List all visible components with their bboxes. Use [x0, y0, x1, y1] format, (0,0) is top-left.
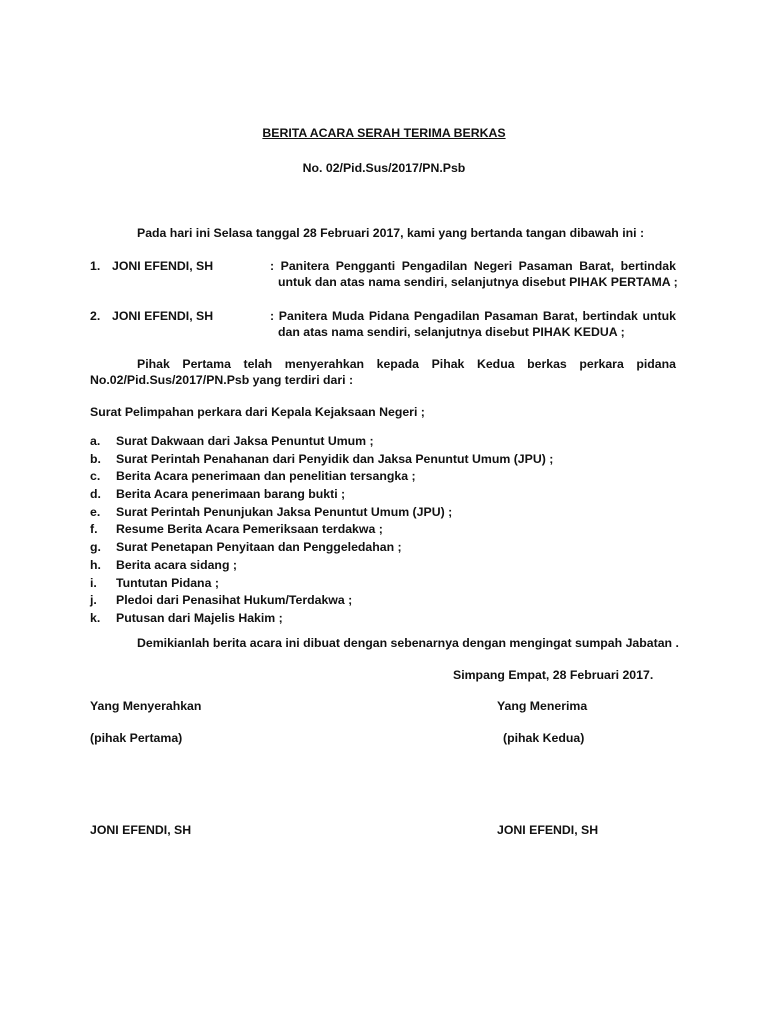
signature-right-role: Yang Menerima — [497, 699, 588, 713]
party-1-name: JONI EFENDI, SH — [112, 259, 214, 273]
list-item-marker: a. — [90, 434, 101, 448]
party-2-description-line2: dan atas nama sendiri, selanjutnya disebut PIHAK KEDUA ; — [278, 325, 625, 339]
list-item-marker: d. — [90, 487, 101, 502]
list-item-marker: i. — [90, 575, 97, 590]
handover-paragraph-line2: No.02/Pid.Sus/2017/PN.Psb yang terdiri dari : — [90, 373, 354, 387]
party-1-number: 1. — [90, 259, 101, 273]
opening-paragraph: Pada hari ini Selasa tanggal 28 Februari 2017, kami yang bertanda tangan dibawah ini : — [137, 226, 645, 240]
list-item — [90, 575, 553, 593]
list-item-text: Pledoi dari Penasihat Hukum/Terdakwa ; — [116, 593, 353, 608]
party-2-description-line1: : Panitera Muda Pidana Pengadilan Pasaman Barat, bertindak untuk — [270, 309, 676, 323]
list-item-marker: f. — [90, 522, 98, 537]
signature-left-role: Yang Menyerahkan — [90, 699, 202, 713]
party-1-description-line1: : Panitera Pengganti Pengadilan Negeri Pasaman Barat, bertindak — [270, 259, 676, 273]
list-item-text: Putusan dari Majelis Hakim ; — [116, 610, 283, 625]
list-item-text: Resume Berita Acara Pemeriksaan terdakwa ; — [116, 522, 383, 537]
document-title: BERITA ACARA SERAH TERIMA BERKAS — [262, 126, 506, 140]
list-item-marker: h. — [90, 557, 101, 572]
list-item-text: Surat Perintah Penahanan dari Penyidik dan Jaksa Penuntut Umum (JPU) ; — [116, 451, 554, 466]
list-item — [90, 521, 553, 539]
list-item — [90, 504, 553, 522]
list-item-marker: b. — [90, 451, 101, 466]
list-item-marker: k. — [90, 610, 101, 625]
list-item — [90, 557, 553, 575]
list-item-text: Surat Perintah Penunjukan Jaksa Penuntut Umum (JPU) ; — [116, 504, 453, 519]
party-2-name: JONI EFENDI, SH — [112, 309, 214, 323]
list-item — [90, 451, 553, 469]
list-item-text: Surat Dakwaan dari Jaksa Penuntut Umum ; — [116, 434, 374, 448]
list-item-text: Berita Acara penerimaan barang bukti ; — [116, 487, 346, 502]
list-item-text: Surat Penetapan Penyitaan dan Penggeledahan ; — [116, 540, 402, 555]
signature-right-name: JONI EFENDI, SH — [497, 823, 599, 837]
list-item-text: Berita Acara penerimaan dan penelitian tersangka ; — [116, 469, 416, 484]
list-item-marker: c. — [90, 469, 101, 484]
document-items-list — [90, 433, 553, 628]
handover-paragraph-line1: Pihak Pertama telah menyerahkan kepada Pihak Kedua berkas perkara pidana — [137, 357, 676, 371]
list-item-text: Berita acara sidang ; — [116, 557, 237, 572]
list-item — [90, 592, 553, 610]
party-1-description-line2: untuk dan atas nama sendiri, selanjutnya disebut PIHAK PERTAMA ; — [278, 275, 678, 289]
place-date: Simpang Empat, 28 Februari 2017. — [453, 668, 654, 682]
list-item — [90, 433, 553, 451]
document-number: No. 02/Pid.Sus/2017/PN.Psb — [302, 161, 466, 175]
closing-statement: Demikianlah berita acara ini dibuat dengan sebenarnya dengan mengingat sumpah Jabatan . — [137, 636, 679, 650]
list-item — [90, 468, 553, 486]
list-intro: Surat Pelimpahan perkara dari Kepala Kejaksaan Negeri ; — [90, 405, 425, 419]
list-item — [90, 539, 553, 557]
list-item-marker: g. — [90, 540, 101, 555]
list-item-text: Tuntutan Pidana ; — [116, 575, 219, 590]
signature-left-name: JONI EFENDI, SH — [90, 823, 192, 837]
signature-right-party: (pihak Kedua) — [503, 731, 585, 745]
list-item-marker: j. — [90, 593, 97, 608]
list-item — [90, 486, 553, 504]
list-item-marker: e. — [90, 504, 101, 519]
signature-left-party: (pihak Pertama) — [90, 731, 183, 745]
party-2-number: 2. — [90, 309, 101, 323]
list-item — [90, 610, 553, 628]
